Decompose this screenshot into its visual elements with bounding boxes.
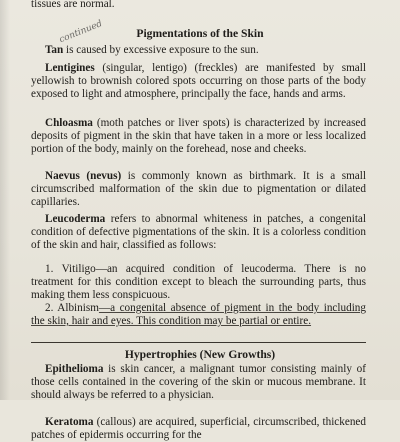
text-albinism: —a congenital absence of pigment in the body including the skin, hair and eyes. This condition may be partial or entire. — [31, 302, 366, 327]
paragraph-albinism — [31, 302, 366, 328]
label-albinism: 2. Albinism — [45, 302, 99, 314]
text-lentigines: (singular, lentigo) (freckles) are manifested by small yellowish to brownish colored spots occurring on those parts of the body exposed to light and atmosphere, principally the face, hands and arms. — [31, 62, 366, 100]
term-naevus: Naevus (nevus) — [45, 170, 122, 182]
term-lentigines: Lentigines — [45, 62, 95, 74]
text-chloasma: (moth patches or liver spots) is characterized by increased deposits of pigment in the skin that have taken in a more or less localized portion of the body, mainly on the forehead, nose and cheeks. — [31, 117, 366, 155]
pencil-annotation: continued — [58, 18, 104, 46]
paragraph-naevus — [31, 170, 366, 208]
paragraph-leucoderma — [31, 213, 366, 251]
text-naevus: is commonly known as birthmark. It is a small circumscribed malformation of the skin due to pigmentation or dilated capillaries. — [31, 170, 366, 208]
term-epithelioma: Epithelioma — [45, 363, 104, 375]
term-leucoderma: Leucoderma — [45, 213, 106, 225]
section-divider — [31, 342, 366, 343]
term-chloasma: Chloasma — [45, 117, 93, 129]
section-title-pigmentations: Pigmentations of the Skin — [136, 27, 264, 40]
paragraph-keratoma — [31, 416, 366, 442]
text-tan: is caused by excessive exposure to the sun. — [63, 44, 259, 56]
paragraph-epithelioma — [31, 363, 366, 401]
top-fragment: tissues are normal. — [31, 0, 115, 10]
term-keratoma: Keratoma — [45, 416, 94, 428]
section-title-hypertrophies: Hypertrophies (New Growths) — [124, 348, 276, 361]
paragraph-chloasma — [31, 117, 366, 155]
text-vitiligo: —an acquired condition of leucoderma. There is no treatment for this condition except to bleach the surrounding parts, thus making them less conspicuous. — [31, 263, 366, 301]
paragraph-tan — [31, 44, 366, 57]
label-vitiligo: 1. Vitiligo — [45, 263, 96, 275]
text-leucoderma: refers to abnormal whiteness in patches, a congenital condition of defective pigmentations of the skin. It is a colorless condition of the skin and hair, classified as follows: — [31, 213, 366, 251]
text-keratoma: (callous) are acquired, superficial, circumscribed, thickened patches of epidermis occurring for the — [31, 416, 366, 441]
text-epithelioma: is skin cancer, a malignant tumor consisting mainly of those cells contained in the covering of the skin or mucous membrane. It should always be referred to a physician. — [31, 363, 366, 401]
term-tan: Tan — [45, 44, 64, 56]
paragraph-lentigines — [31, 62, 366, 100]
paragraph-vitiligo — [31, 263, 366, 301]
